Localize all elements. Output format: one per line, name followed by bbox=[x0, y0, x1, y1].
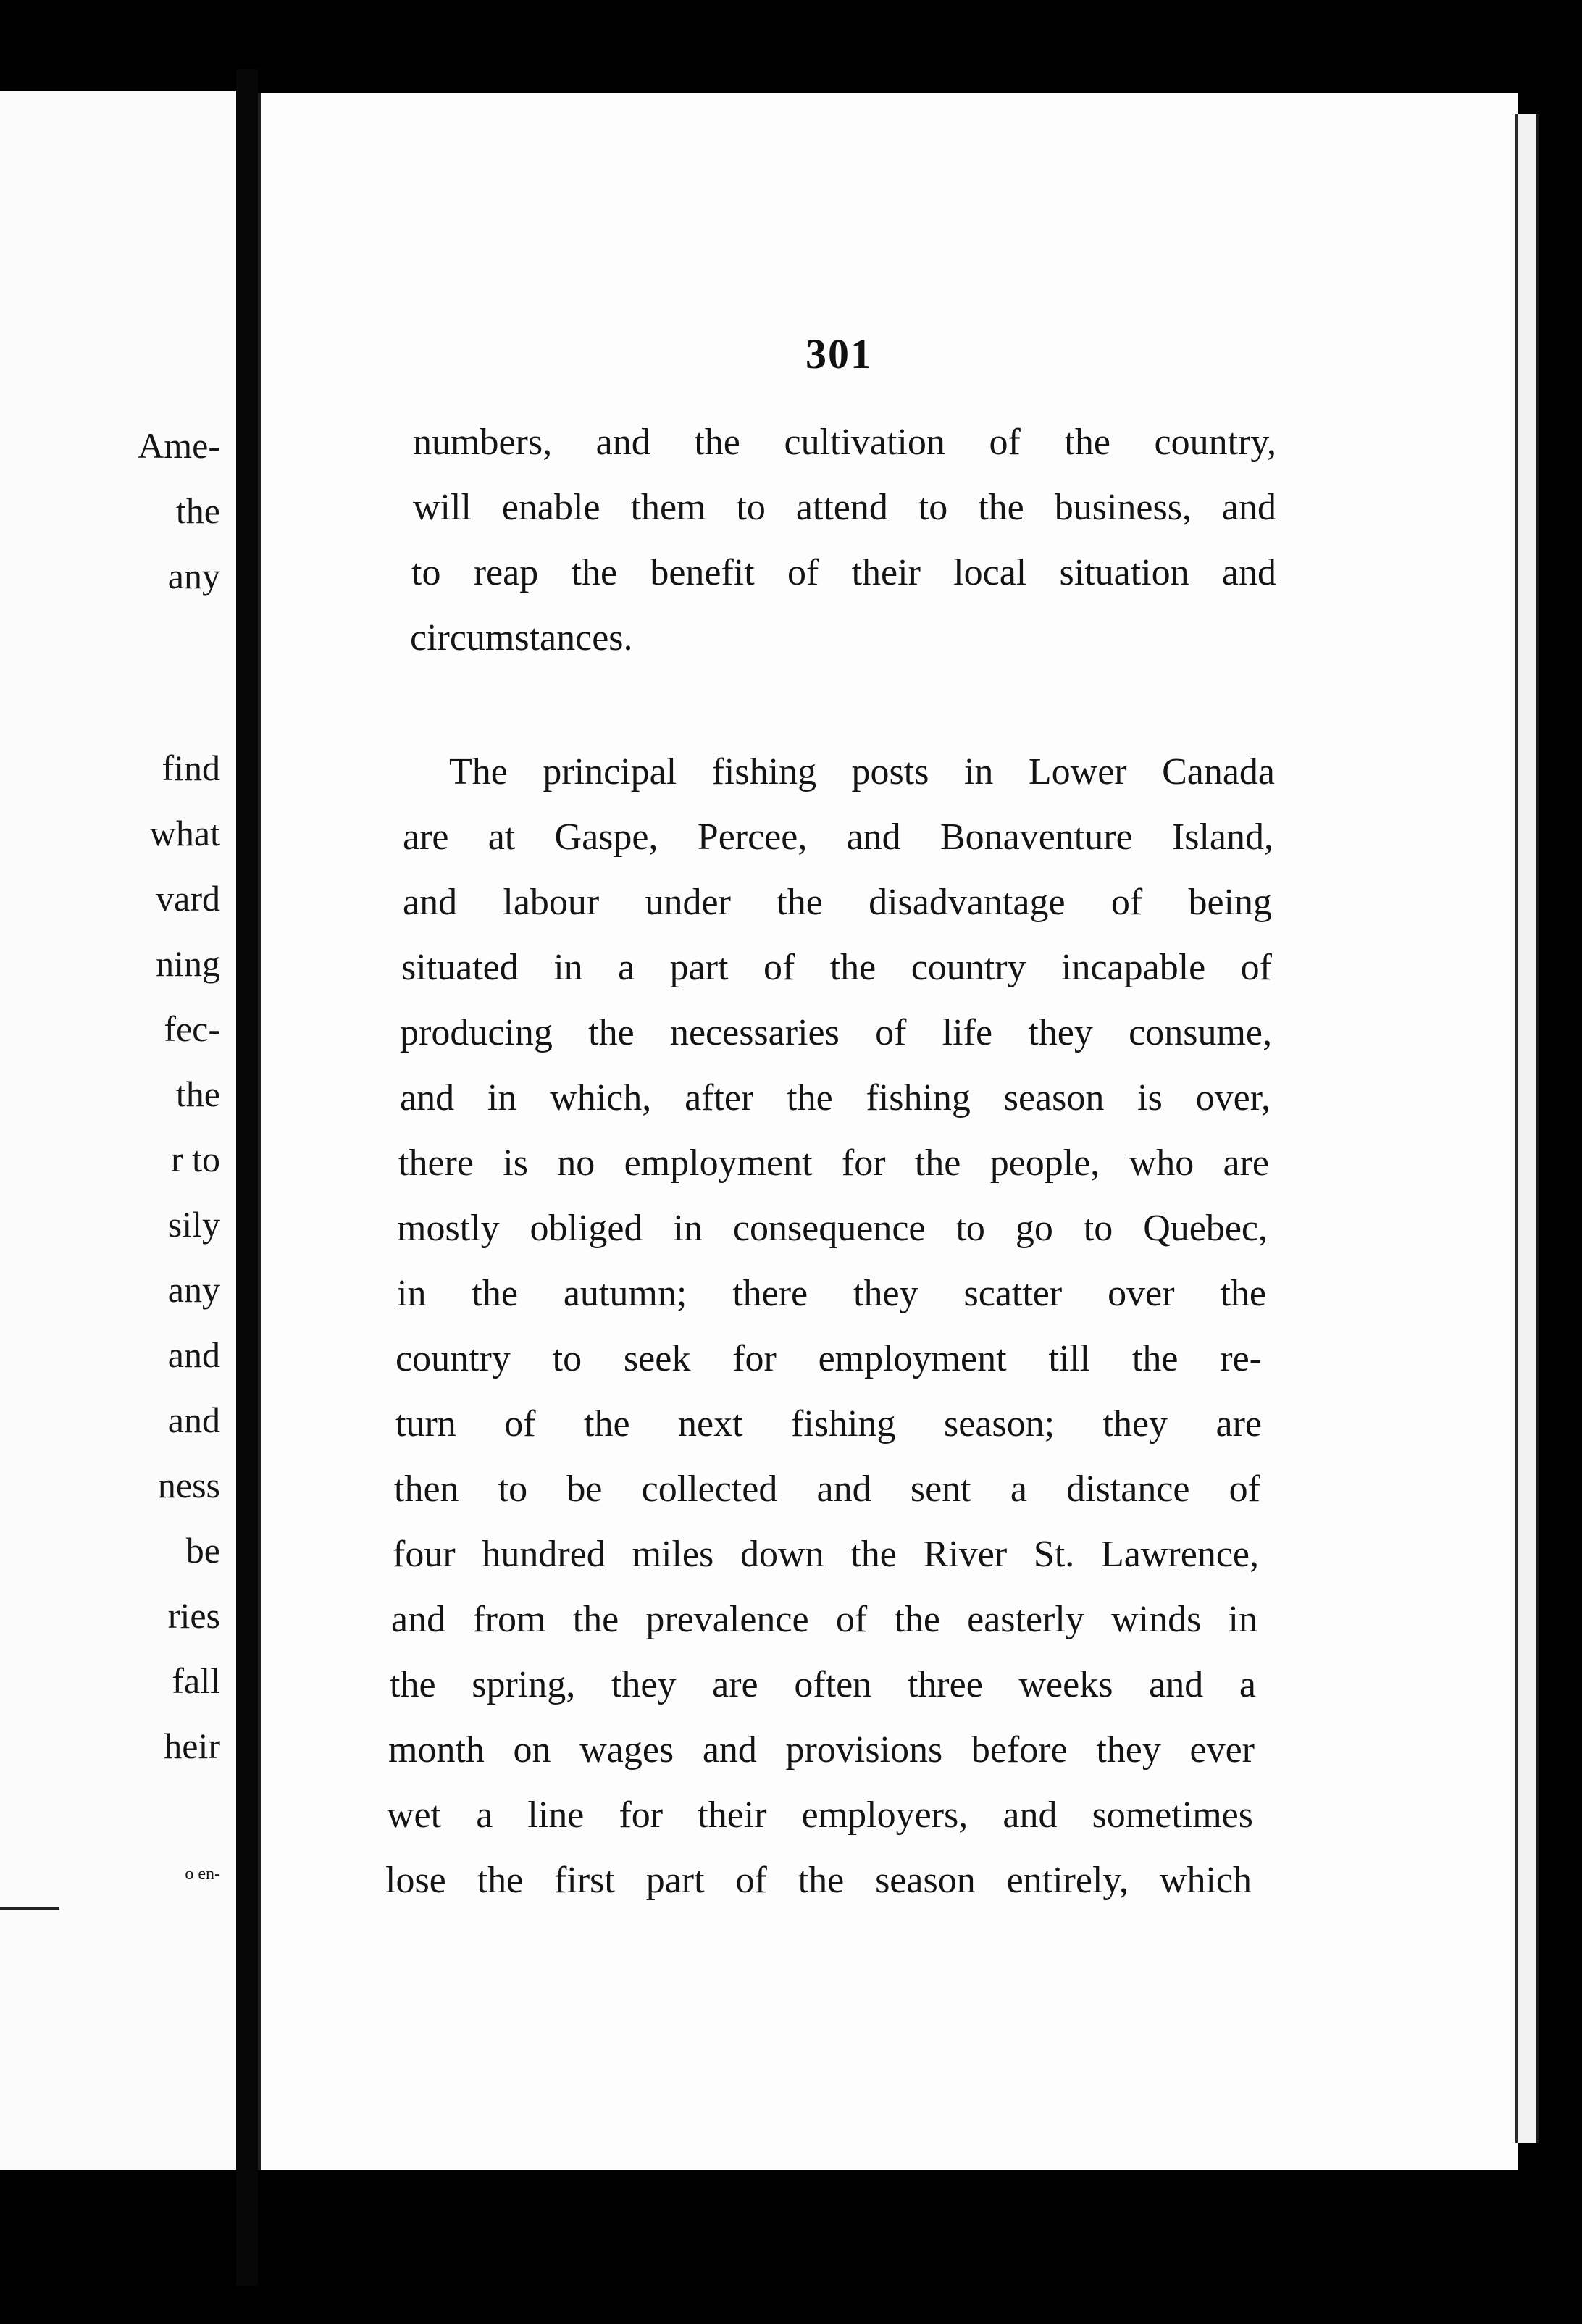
left-line-fragment: ness bbox=[157, 1465, 220, 1505]
text-line: will enable them to attend to the business, and bbox=[413, 487, 1276, 528]
text-line: month on wages and provisions before they ever bbox=[388, 1729, 1255, 1771]
left-line-fragment: Ame- bbox=[138, 425, 220, 466]
left-line-fragment: fec- bbox=[164, 1008, 220, 1049]
text-line: circumstances. bbox=[410, 617, 633, 659]
left-line-fragment: ries bbox=[167, 1595, 220, 1636]
left-line-fragment: and bbox=[167, 1334, 220, 1375]
left-line-fragment: find bbox=[162, 748, 220, 788]
text-line: and in which, after the fishing season is over, bbox=[400, 1077, 1271, 1119]
page-edge bbox=[1515, 114, 1539, 2143]
text-line: then to be collected and sent a distance of bbox=[394, 1468, 1260, 1510]
left-line-fragment: be bbox=[185, 1530, 220, 1571]
page-number: 301 bbox=[805, 330, 873, 377]
left-line-fragment: the bbox=[175, 490, 220, 531]
book-gutter bbox=[236, 69, 258, 2286]
text-line: mostly obliged in consequence to go to Quebec, bbox=[397, 1208, 1268, 1249]
text-line: country to seek for employment till the re- bbox=[396, 1338, 1262, 1379]
text-line: and from the prevalence of the easterly winds in bbox=[391, 1599, 1257, 1640]
left-line-fragment: heir bbox=[164, 1726, 220, 1766]
text-line: in the autumn; there they scatter over the bbox=[397, 1273, 1266, 1314]
previous-page-fragment bbox=[0, 91, 236, 2170]
text-line: wet a line for their employers, and sometimes bbox=[387, 1794, 1253, 1836]
text-line: four hundred miles down the River St. Lawrence, bbox=[393, 1534, 1259, 1575]
text-line: producing the necessaries of life they consume, bbox=[400, 1012, 1272, 1053]
text-line: the spring, they are often three weeks and a bbox=[390, 1664, 1256, 1705]
text-line: are at Gaspe, Percee, and Bonaventure Island, bbox=[403, 816, 1273, 858]
left-line-fragment: sily bbox=[167, 1204, 220, 1245]
left-line-fragment: the bbox=[175, 1074, 220, 1114]
left-line-fragment: any bbox=[167, 556, 220, 596]
left-footnote-fragment: o en- bbox=[185, 1865, 220, 1884]
text-line: there is no employment for the people, who are bbox=[398, 1142, 1269, 1184]
left-line-fragment: vard bbox=[156, 878, 220, 919]
text-line: to reap the benefit of their local situation and bbox=[411, 552, 1276, 593]
left-line-fragment: r to bbox=[170, 1139, 220, 1179]
left-line-fragment: ning bbox=[156, 943, 220, 984]
left-line-fragment: fall bbox=[172, 1660, 220, 1701]
book-page bbox=[258, 93, 1518, 2170]
text-line: turn of the next fishing season; they are bbox=[396, 1403, 1262, 1445]
left-line-fragment: what bbox=[149, 813, 220, 853]
text-line: The principal fishing posts in Lower Canada bbox=[449, 751, 1275, 793]
left-line-fragment: and bbox=[167, 1400, 220, 1440]
left-line-fragment: any bbox=[167, 1269, 220, 1310]
text-line: lose the first part of the season entirely, which bbox=[385, 1860, 1252, 1901]
footnote-rule bbox=[0, 1907, 59, 1910]
text-line: situated in a part of the country incapable of bbox=[401, 947, 1272, 988]
text-line: and labour under the disadvantage of being bbox=[403, 882, 1272, 923]
text-line: numbers, and the cultivation of the country, bbox=[413, 422, 1276, 463]
